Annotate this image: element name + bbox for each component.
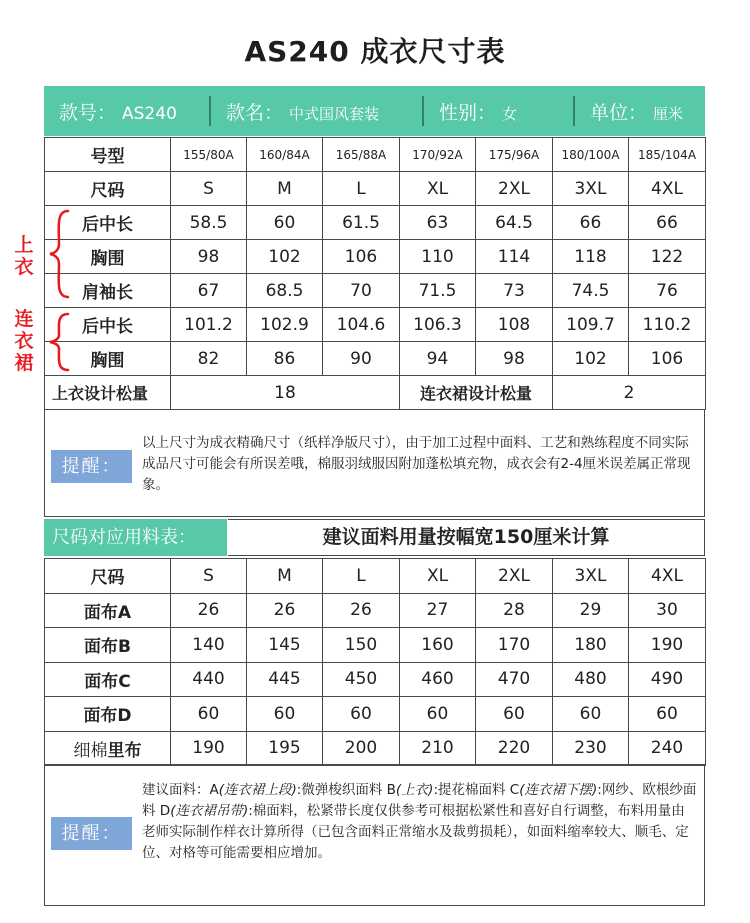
table-cell: 230 bbox=[553, 731, 629, 766]
table-cell: 60 bbox=[629, 697, 706, 732]
size-label: 尺码 bbox=[45, 172, 171, 206]
table-cell: 63 bbox=[400, 206, 476, 240]
table-cell: 200 bbox=[323, 731, 400, 766]
table-cell: 28 bbox=[476, 593, 553, 628]
size-table bbox=[44, 137, 706, 410]
table-cell: 27 bbox=[400, 593, 476, 628]
fabric-table bbox=[44, 558, 706, 766]
table-row bbox=[45, 662, 706, 697]
dress-back-length-label: 后中长 bbox=[45, 308, 171, 342]
table-cell: 64.5 bbox=[476, 206, 553, 240]
info-bar bbox=[44, 86, 705, 136]
top-ease-value: 18 bbox=[171, 376, 400, 410]
table-row bbox=[45, 628, 706, 663]
size-label: 尺码 bbox=[45, 559, 171, 594]
model-cell: 185/104A bbox=[629, 138, 706, 172]
table-cell: 150 bbox=[323, 628, 400, 663]
table-cell: 70 bbox=[323, 274, 400, 308]
fabric-c-label: 面布C bbox=[45, 662, 171, 697]
fabric-a-label: 面布A bbox=[45, 593, 171, 628]
fabric-section-label: 尺码对应用料表： bbox=[44, 519, 227, 556]
table-row bbox=[45, 206, 706, 240]
table-cell: 66 bbox=[553, 206, 629, 240]
model-cell: 155/80A bbox=[171, 138, 247, 172]
table-cell: 108 bbox=[476, 308, 553, 342]
table-cell: 68.5 bbox=[247, 274, 323, 308]
table-cell: 450 bbox=[323, 662, 400, 697]
dress-group-label: 连衣裙 bbox=[14, 308, 34, 374]
table-cell: 110.2 bbox=[629, 308, 706, 342]
size-cell: L bbox=[323, 559, 400, 594]
size-cell: 2XL bbox=[476, 172, 553, 206]
table-cell: 110 bbox=[400, 240, 476, 274]
table-cell: 61.5 bbox=[323, 206, 400, 240]
model-row bbox=[45, 138, 706, 172]
table-cell: 106 bbox=[629, 342, 706, 376]
table-cell: 26 bbox=[323, 593, 400, 628]
top-group-label: 上衣 bbox=[14, 234, 34, 278]
table-cell: 76 bbox=[629, 274, 706, 308]
unit: 单位： 厘米 bbox=[590, 101, 684, 124]
table-row bbox=[45, 240, 706, 274]
table-cell: 60 bbox=[247, 206, 323, 240]
table-cell: 460 bbox=[400, 662, 476, 697]
table-cell: 210 bbox=[400, 731, 476, 766]
table-cell: 490 bbox=[629, 662, 706, 697]
size-cell: L bbox=[323, 172, 400, 206]
fabric-d-label: 面布D bbox=[45, 697, 171, 732]
table-cell: 180 bbox=[553, 628, 629, 663]
size-cell: 4XL bbox=[629, 559, 706, 594]
reminder-tag: 提醒： bbox=[51, 817, 132, 850]
size-cell: 3XL bbox=[553, 559, 629, 594]
table-cell: 102.9 bbox=[247, 308, 323, 342]
reminder-text: 以上尺寸为成衣精确尺寸（纸样净版尺寸），由于加工过程中面料、工艺和熟练程度不同实际成品尺寸可能会有所误差哦，棉服羽绒服因附加蓬松填充物，成衣会有2-4厘米误差属正常现象。 bbox=[142, 435, 691, 493]
table-cell: 66 bbox=[629, 206, 706, 240]
model-cell: 160/84A bbox=[247, 138, 323, 172]
table-cell: 220 bbox=[476, 731, 553, 766]
size-cell: XL bbox=[400, 172, 476, 206]
fabric-width-note: 建议面料用量按幅宽150厘米计算 bbox=[228, 519, 705, 556]
table-row bbox=[45, 274, 706, 308]
table-cell: 101.2 bbox=[171, 308, 247, 342]
gender: 性别： 女 bbox=[439, 101, 518, 124]
table-cell: 190 bbox=[171, 731, 247, 766]
table-row bbox=[45, 731, 706, 766]
table-cell: 102 bbox=[247, 240, 323, 274]
size-cell: 2XL bbox=[476, 559, 553, 594]
table-cell: 60 bbox=[400, 697, 476, 732]
table-row bbox=[45, 342, 706, 376]
table-cell: 140 bbox=[171, 628, 247, 663]
table-cell: 106 bbox=[323, 240, 400, 274]
table-cell: 445 bbox=[247, 662, 323, 697]
size-cell: XL bbox=[400, 559, 476, 594]
table-cell: 98 bbox=[476, 342, 553, 376]
size-cell: 4XL bbox=[629, 172, 706, 206]
table-row bbox=[45, 593, 706, 628]
table-cell: 122 bbox=[629, 240, 706, 274]
table-cell: 60 bbox=[476, 697, 553, 732]
table-cell: 58.5 bbox=[171, 206, 247, 240]
size-cell: M bbox=[247, 172, 323, 206]
fabric-suggestion-text: 建议面料：A(连衣裙上段):微弹梭织面料 B(上衣):提花棉面料 C(连衣裙下摆):网纱、欧根纱面料 D(连衣裙吊带):棉面料，松紧带长度仅供参考可根据松紧性和喜好自行调整，布料用量由老师实际制作样衣计算所得（已包含面料正常缩水及裁剪损耗），如面料缩率较大、顺毛、定位、对格等可能需要相应增加。 bbox=[142, 782, 697, 861]
table-cell: 86 bbox=[247, 342, 323, 376]
dress-ease-value: 2 bbox=[553, 376, 706, 410]
table-cell: 190 bbox=[629, 628, 706, 663]
table-cell: 90 bbox=[323, 342, 400, 376]
table-cell: 145 bbox=[247, 628, 323, 663]
table-row bbox=[45, 697, 706, 732]
table-cell: 440 bbox=[171, 662, 247, 697]
lining-label: 细棉里布 bbox=[45, 731, 171, 766]
table-cell: 94 bbox=[400, 342, 476, 376]
model-label: 号型 bbox=[45, 138, 171, 172]
dress-ease-label: 连衣裙设计松量 bbox=[400, 376, 553, 410]
size-cell: M bbox=[247, 559, 323, 594]
top-back-length-label: 后中长 bbox=[45, 206, 171, 240]
table-cell: 98 bbox=[171, 240, 247, 274]
model-cell: 180/100A bbox=[553, 138, 629, 172]
table-cell: 30 bbox=[629, 593, 706, 628]
size-cell: S bbox=[171, 172, 247, 206]
table-cell: 71.5 bbox=[400, 274, 476, 308]
table-cell: 470 bbox=[476, 662, 553, 697]
model-cell: 170/92A bbox=[400, 138, 476, 172]
size-row bbox=[45, 172, 706, 206]
table-cell: 160 bbox=[400, 628, 476, 663]
table-cell: 170 bbox=[476, 628, 553, 663]
model-cell: 175/96A bbox=[476, 138, 553, 172]
table-cell: 102 bbox=[553, 342, 629, 376]
table-cell: 195 bbox=[247, 731, 323, 766]
dress-brace-icon bbox=[48, 311, 70, 373]
table-row bbox=[45, 308, 706, 342]
table-cell: 240 bbox=[629, 731, 706, 766]
size-cell: 3XL bbox=[553, 172, 629, 206]
fabric-b-label: 面布B bbox=[45, 628, 171, 663]
page-title: AS240 成衣尺寸表 bbox=[244, 35, 506, 68]
table-cell: 480 bbox=[553, 662, 629, 697]
table-cell: 74.5 bbox=[553, 274, 629, 308]
table-cell: 60 bbox=[553, 697, 629, 732]
table-cell: 106.3 bbox=[400, 308, 476, 342]
top-ease-label: 上衣设计松量 bbox=[45, 376, 171, 410]
model-cell: 165/88A bbox=[323, 138, 400, 172]
top-brace-icon bbox=[48, 208, 70, 300]
table-cell: 109.7 bbox=[553, 308, 629, 342]
table-cell: 118 bbox=[553, 240, 629, 274]
reminder-tag: 提醒： bbox=[51, 450, 132, 483]
dress-chest-label: 胸围 bbox=[45, 342, 171, 376]
size-row bbox=[45, 559, 706, 594]
ease-row bbox=[45, 376, 706, 410]
top-sleeve-label: 肩袖长 bbox=[45, 274, 171, 308]
table-cell: 114 bbox=[476, 240, 553, 274]
size-cell: S bbox=[171, 559, 247, 594]
table-cell: 60 bbox=[171, 697, 247, 732]
table-cell: 82 bbox=[171, 342, 247, 376]
table-cell: 104.6 bbox=[323, 308, 400, 342]
table-cell: 67 bbox=[171, 274, 247, 308]
table-cell: 60 bbox=[323, 697, 400, 732]
style-no: 款号： AS240 bbox=[59, 101, 177, 124]
top-chest-label: 胸围 bbox=[45, 240, 171, 274]
table-cell: 26 bbox=[171, 593, 247, 628]
table-cell: 73 bbox=[476, 274, 553, 308]
table-cell: 29 bbox=[553, 593, 629, 628]
table-cell: 60 bbox=[247, 697, 323, 732]
table-cell: 26 bbox=[247, 593, 323, 628]
style-name: 款名： 中式国风套装 bbox=[226, 101, 380, 124]
